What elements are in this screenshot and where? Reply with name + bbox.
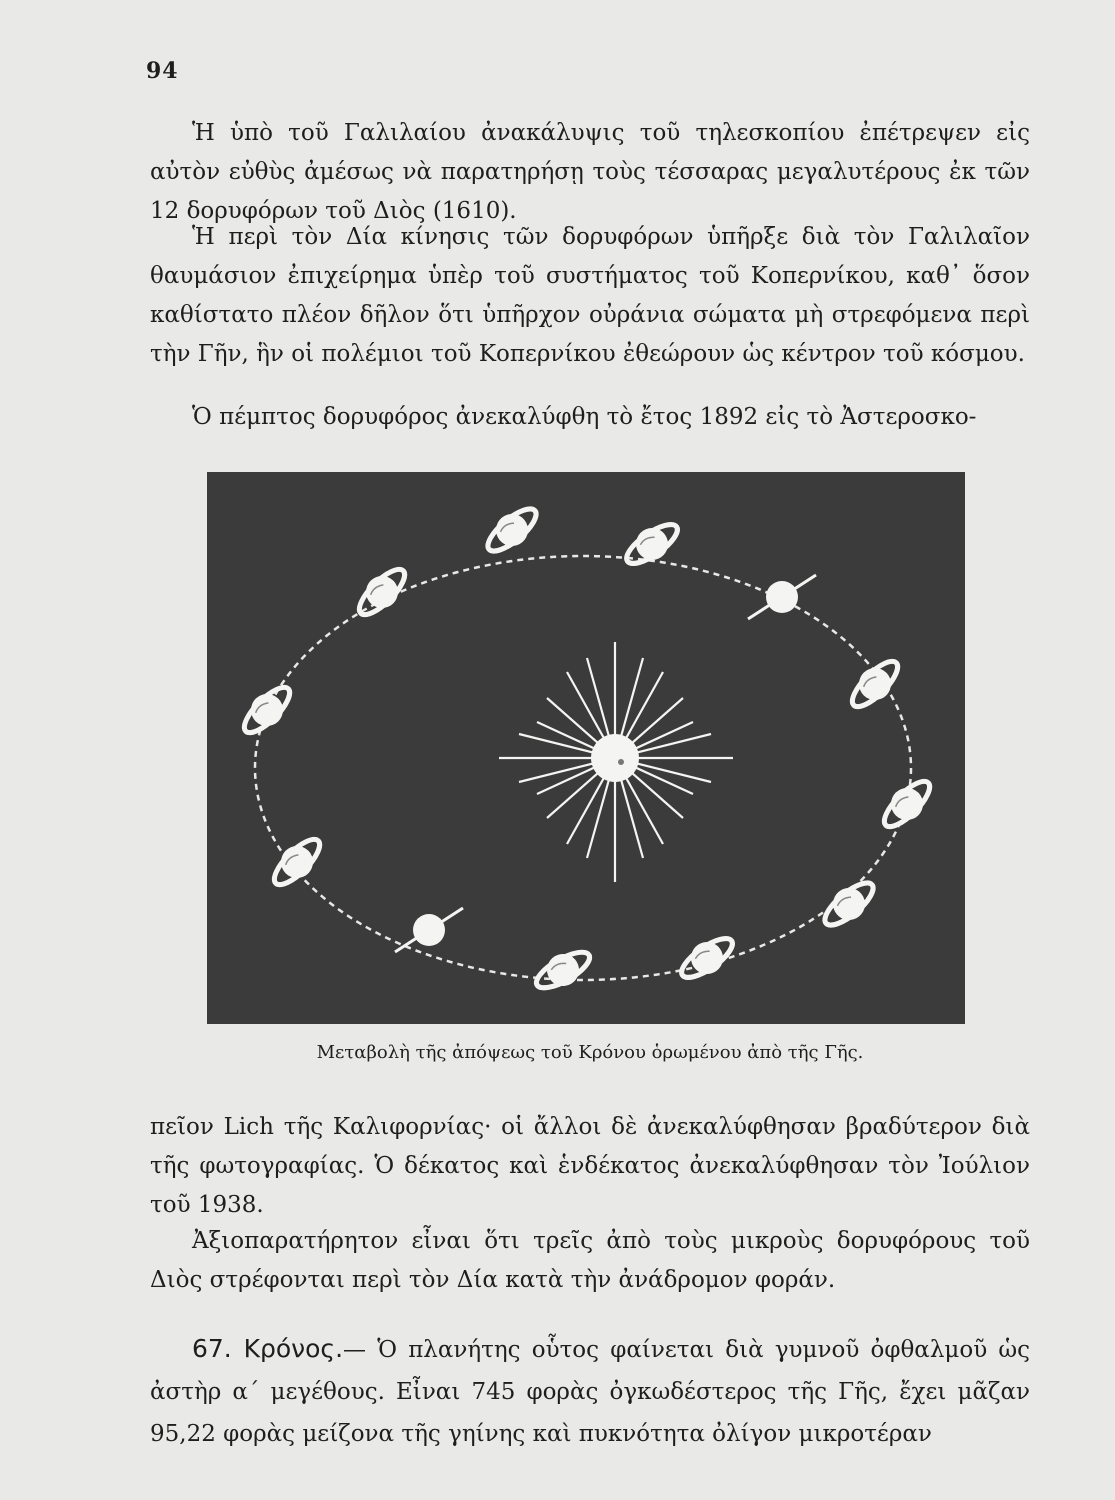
saturn-icon xyxy=(874,771,939,836)
saturn-icon xyxy=(349,559,414,624)
saturn-orbit-illustration xyxy=(207,472,965,1024)
section-heading: 67. Κρόνος. xyxy=(192,1334,344,1363)
saturn-icon xyxy=(479,498,546,561)
paragraph-fifth-satellite: Ὁ πέμπτος δορυφόρος ἀνεκαλύφθη τὸ ἔτος 1892 εἰς τὸ Ἀστεροσκο- xyxy=(192,404,977,430)
paragraph-copernicus-argument: Ἡ περὶ τὸν Δία κίνησις τῶν δορυφόρων ὑπῆρξε διὰ τὸν Γαλιλαῖον θαυμάσιον ἐπιχείρημα ὑπὲρ τοῦ συστήματος τοῦ Κοπερνίκου, καθ᾽ ὅσον καθίστατο πλέον δῆλον ὅτι ὑπῆρχον οὐράνια σώματα μὴ στρεφόμενα περὶ τὴν Γῆν, ἣν οἱ πολέμιοι τοῦ Κοπερνίκου ἐθεώρουν ὡς κέντρον τοῦ κόσμου. xyxy=(150,224,1030,367)
saturn-icon xyxy=(395,908,463,952)
saturn-phases-figure xyxy=(207,472,965,1024)
saturn-icon xyxy=(234,677,299,742)
orbit-path xyxy=(255,556,911,980)
paragraph-retrograde-satellites: Ἀξιοπαρατήρητον εἶναι ὅτι τρεῖς ἀπὸ τοὺς μικροὺς δορυφόρους τοῦ Διὸς στρέφονται περὶ τὸν Δία κατὰ τὴν ἀνάδρομον φοράν. xyxy=(150,1228,1030,1293)
figure-caption: Μεταβολὴ τῆς ἀπόψεως τοῦ Κρόνου ὁρωμένου ἀπὸ τῆς Γῆς. xyxy=(316,1042,864,1063)
saturn-icon xyxy=(816,872,883,935)
saturn-icon xyxy=(529,941,597,999)
section-saturn xyxy=(150,1328,1030,1455)
paragraph-lick-observatory: πεῖον Lich τῆς Καλιφορνίας· οἱ ἄλλοι δὲ ἀνεκαλύφθησαν βραδύτερον διὰ τῆς φωτογραφίας. Ὁ δέκατος καὶ ἑνδέκατος ἀνεκαλύφθησαν τὸν Ἰούλιον τοῦ 1938. xyxy=(150,1114,1030,1218)
paragraph-galileo-telescope: Ἡ ὑπὸ τοῦ Γαλιλαίου ἀνακάλυψις τοῦ τηλεσκοπίου ἐπέτρεψεν εἰς αὐτὸν εὐθὺς ἀμέσως νὰ παρατηρήσῃ τοὺς τέσσαρας μεγαλυτέρους ἐκ τῶν 12 δορυφόρων τοῦ Διὸς (1610). xyxy=(150,120,1030,224)
section-body: Ὁ πλανήτης οὗτος φαίνεται διὰ γυμνοῦ ὀφθαλμοῦ ὡς ἀστὴρ α΄ μεγέθους. Εἶναι 745 φορὰς ὀγκωδέστερος τῆς Γῆς, ἔχει μᾶζαν 95,22 φορὰς μείζονα τῆς γηίνης καὶ πυκνότητα ὀλίγον μικροτέραν xyxy=(150,1337,1030,1447)
sun-icon xyxy=(499,642,733,882)
page-number: 94 xyxy=(146,58,179,84)
section-dash: — xyxy=(343,1337,367,1363)
